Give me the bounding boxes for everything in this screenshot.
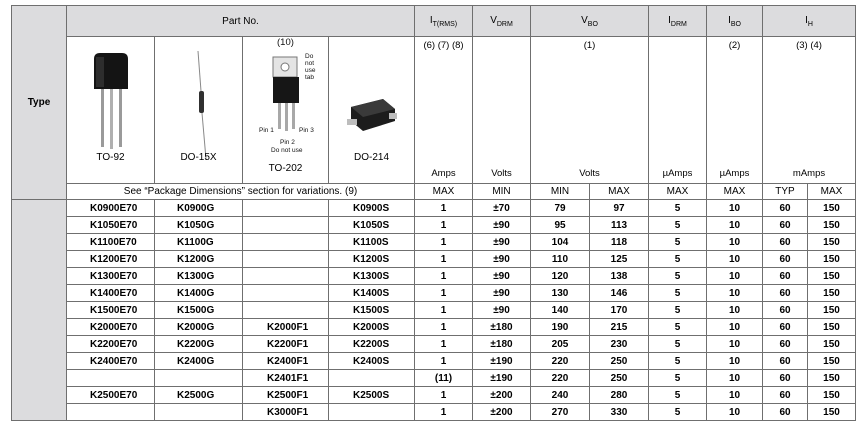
param-header-ih: $I_H$ xyxy=(763,6,856,37)
cell-ih-typ: 60 xyxy=(763,370,808,387)
cell-ibo: 10 xyxy=(707,387,763,404)
cell-do214: K1100S xyxy=(329,234,415,251)
cell-do214: K1500S xyxy=(329,302,415,319)
cell-ih-typ: 60 xyxy=(763,387,808,404)
spec-table xyxy=(11,5,856,421)
cell-vbo-min: 205 xyxy=(531,336,590,353)
cell-vdrm: ±200 xyxy=(473,387,531,404)
cell-to202 xyxy=(243,234,329,251)
cell-to202: K3000F1 xyxy=(243,404,329,421)
cell-idrm: 5 xyxy=(649,370,707,387)
type-header: Type xyxy=(12,6,67,200)
param-header-idrm: $I_{DRM}$ xyxy=(649,6,707,37)
cell-it: 1 xyxy=(415,251,473,268)
cell-do15x: K1200G xyxy=(155,251,243,268)
cell-ih-max: 150 xyxy=(808,285,856,302)
cell-vbo-min: 79 xyxy=(531,200,590,217)
cell-ih-max: 150 xyxy=(808,387,856,404)
cell-vdrm: ±90 xyxy=(473,268,531,285)
param-header-ibo: $I_{BO}$ xyxy=(707,6,763,37)
cell-vbo-min: 104 xyxy=(531,234,590,251)
table-row xyxy=(12,319,856,336)
cell-vdrm: ±190 xyxy=(473,353,531,370)
cell-vbo-min: 110 xyxy=(531,251,590,268)
cell-do15x xyxy=(155,404,243,421)
cell-vbo-max: 113 xyxy=(590,217,649,234)
param-header-vbo: $V_{BO}$ xyxy=(531,6,649,37)
cell-vbo-min: 220 xyxy=(531,370,590,387)
cell-ih-max: 150 xyxy=(808,353,856,370)
cell-ih-typ: 60 xyxy=(763,336,808,353)
cell-ibo: 10 xyxy=(707,302,763,319)
cell-to92: K1500E70 xyxy=(67,302,155,319)
table-row xyxy=(12,387,856,404)
cell-to202 xyxy=(243,268,329,285)
cell-ih-max: 150 xyxy=(808,370,856,387)
cell-ibo: 10 xyxy=(707,336,763,353)
to202-tab-note: Do not use tab xyxy=(305,53,316,81)
type-cell xyxy=(12,200,67,421)
cell-ibo: 10 xyxy=(707,268,763,285)
to202-pin1-label: Pin 1 xyxy=(259,127,274,134)
unit-vdrm: Volts xyxy=(491,168,512,179)
cell-idrm: 5 xyxy=(649,353,707,370)
cell-vdrm: ±90 xyxy=(473,302,531,319)
param-cell-ih: (3) (4) mAmps xyxy=(763,37,856,184)
limit-ih-typ: TYP xyxy=(763,184,808,200)
cell-ih-typ: 60 xyxy=(763,268,808,285)
table-row xyxy=(12,353,856,370)
table-row xyxy=(12,336,856,353)
cell-ibo: 10 xyxy=(707,285,763,302)
unit-ih: mAmps xyxy=(792,168,826,179)
cell-it: 1 xyxy=(415,234,473,251)
to92-package-icon xyxy=(86,53,136,153)
cell-to202: K2400F1 xyxy=(243,353,329,370)
cell-do214: K2200S xyxy=(329,336,415,353)
cell-to202 xyxy=(243,217,329,234)
cell-vbo-min: 95 xyxy=(531,217,590,234)
cell-vbo-min: 190 xyxy=(531,319,590,336)
cell-ih-typ: 60 xyxy=(763,251,808,268)
cell-vbo-max: 230 xyxy=(590,336,649,353)
cell-ih-max: 150 xyxy=(808,200,856,217)
unit-it: Amps xyxy=(431,168,456,179)
unit-idrm: µAmps xyxy=(662,168,693,179)
limit-idrm-max: MAX xyxy=(649,184,707,200)
cell-do15x: K1400G xyxy=(155,285,243,302)
cell-idrm: 5 xyxy=(649,387,707,404)
param-header-vdrm: $V_{DRM}$ xyxy=(473,6,531,37)
cell-vbo-max: 170 xyxy=(590,302,649,319)
to202-note: (10) xyxy=(277,37,294,48)
cell-to92 xyxy=(67,370,155,387)
package-name-to92: TO-92 xyxy=(96,152,125,163)
do15x-package-icon xyxy=(188,51,218,161)
cell-vdrm: ±90 xyxy=(473,234,531,251)
cell-to92: K1100E70 xyxy=(67,234,155,251)
cell-to92: K0900E70 xyxy=(67,200,155,217)
cell-it: 1 xyxy=(415,268,473,285)
cell-vbo-min: 240 xyxy=(531,387,590,404)
cell-to202 xyxy=(243,302,329,319)
cell-ih-typ: 60 xyxy=(763,319,808,336)
cell-vbo-min: 220 xyxy=(531,353,590,370)
cell-vbo-max: 280 xyxy=(590,387,649,404)
cell-ih-typ: 60 xyxy=(763,302,808,319)
cell-it: 1 xyxy=(415,217,473,234)
cell-ih-typ: 60 xyxy=(763,217,808,234)
unit-vbo: Volts xyxy=(579,168,600,179)
cell-ih-typ: 60 xyxy=(763,200,808,217)
cell-to92 xyxy=(67,404,155,421)
cell-vbo-max: 250 xyxy=(590,370,649,387)
limit-it-max: MAX xyxy=(415,184,473,200)
package-name-do214: DO-214 xyxy=(353,152,389,163)
cell-idrm: 5 xyxy=(649,302,707,319)
cell-vbo-min: 130 xyxy=(531,285,590,302)
cell-do15x: K0900G xyxy=(155,200,243,217)
package-cell-do15x xyxy=(155,37,243,184)
cell-do15x: K2500G xyxy=(155,387,243,404)
cell-vbo-max: 97 xyxy=(590,200,649,217)
to202-package-icon xyxy=(267,55,307,135)
cell-ibo: 10 xyxy=(707,234,763,251)
table-row xyxy=(12,302,856,319)
param-cell-vbo: (1) Volts xyxy=(531,37,649,184)
package-cell-to92 xyxy=(67,37,155,184)
to202-pin2-label: Pin 2 xyxy=(280,139,295,146)
param-cell-vdrm xyxy=(473,37,531,184)
cell-idrm: 5 xyxy=(649,336,707,353)
cell-do214: K2400S xyxy=(329,353,415,370)
cell-do15x: K1050G xyxy=(155,217,243,234)
cell-vbo-min: 140 xyxy=(531,302,590,319)
cell-to202: K2500F1 xyxy=(243,387,329,404)
to202-pin3-label: Pin 3 xyxy=(299,127,314,134)
cell-it: 1 xyxy=(415,200,473,217)
cell-ibo: 10 xyxy=(707,353,763,370)
cell-do214: K2500S xyxy=(329,387,415,404)
param-cell-idrm xyxy=(649,37,707,184)
to202-do-not-use-label: Do not use xyxy=(271,147,303,154)
cell-it: 1 xyxy=(415,387,473,404)
cell-idrm: 5 xyxy=(649,319,707,336)
cell-do214 xyxy=(329,370,415,387)
cell-do214 xyxy=(329,404,415,421)
cell-vdrm: ±180 xyxy=(473,336,531,353)
cell-ih-typ: 60 xyxy=(763,404,808,421)
cell-idrm: 5 xyxy=(649,285,707,302)
cell-ih-max: 150 xyxy=(808,251,856,268)
cell-ih-max: 150 xyxy=(808,336,856,353)
cell-vbo-max: 125 xyxy=(590,251,649,268)
cell-do214: K1200S xyxy=(329,251,415,268)
cell-vdrm: ±200 xyxy=(473,404,531,421)
cell-ih-typ: 60 xyxy=(763,353,808,370)
cell-vdrm: ±90 xyxy=(473,285,531,302)
cell-idrm: 5 xyxy=(649,404,707,421)
cell-do214: K1400S xyxy=(329,285,415,302)
cell-do15x: K1500G xyxy=(155,302,243,319)
cell-do214: K1300S xyxy=(329,268,415,285)
package-name-do15x: DO-15X xyxy=(180,152,217,163)
cell-ibo: 10 xyxy=(707,319,763,336)
unit-ibo: µAmps xyxy=(719,168,750,179)
cell-do15x: K2000G xyxy=(155,319,243,336)
cell-vbo-max: 250 xyxy=(590,353,649,370)
cell-ibo: 10 xyxy=(707,251,763,268)
cell-do214: K1050S xyxy=(329,217,415,234)
cell-vbo-min: 270 xyxy=(531,404,590,421)
cell-to92: K1200E70 xyxy=(67,251,155,268)
cell-ibo: 10 xyxy=(707,404,763,421)
table-row xyxy=(12,285,856,302)
cell-to92: K1050E70 xyxy=(67,217,155,234)
table-row xyxy=(12,370,856,387)
cell-idrm: 5 xyxy=(649,234,707,251)
cell-vbo-min: 120 xyxy=(531,268,590,285)
limit-ih-max: MAX xyxy=(808,184,856,200)
cell-to92: K2000E70 xyxy=(67,319,155,336)
limit-vdrm-min: MIN xyxy=(473,184,531,200)
cell-to92: K1300E70 xyxy=(67,268,155,285)
cell-vdrm: ±90 xyxy=(473,251,531,268)
limit-vbo-min: MIN xyxy=(531,184,590,200)
cell-it: 1 xyxy=(415,285,473,302)
variation-note: See “Package Dimensions” section for variations. (9) xyxy=(67,184,415,200)
cell-vbo-max: 118 xyxy=(590,234,649,251)
limit-vbo-max: MAX xyxy=(590,184,649,200)
cell-ih-max: 150 xyxy=(808,319,856,336)
cell-vdrm: ±70 xyxy=(473,200,531,217)
cell-to92: K2500E70 xyxy=(67,387,155,404)
cell-it: 1 xyxy=(415,319,473,336)
cell-to202: K2000F1 xyxy=(243,319,329,336)
part-no-header: Part No. xyxy=(67,6,415,37)
cell-idrm: 5 xyxy=(649,200,707,217)
cell-vdrm: ±190 xyxy=(473,370,531,387)
cell-ih-max: 150 xyxy=(808,302,856,319)
cell-do15x: K1300G xyxy=(155,268,243,285)
cell-vbo-max: 146 xyxy=(590,285,649,302)
table-row xyxy=(12,404,856,421)
cell-to202 xyxy=(243,285,329,302)
table-row xyxy=(12,200,856,217)
cell-vbo-max: 138 xyxy=(590,268,649,285)
cell-to92: K1400E70 xyxy=(67,285,155,302)
param-header-it: $I_{T(RMS)}$ xyxy=(415,6,473,37)
cell-ih-max: 150 xyxy=(808,404,856,421)
cell-idrm: 5 xyxy=(649,251,707,268)
cell-ibo: 10 xyxy=(707,370,763,387)
table-row xyxy=(12,217,856,234)
cell-to202 xyxy=(243,200,329,217)
table-row xyxy=(12,234,856,251)
cell-do15x: K1100G xyxy=(155,234,243,251)
do214-package-icon xyxy=(345,93,399,137)
cell-do15x xyxy=(155,370,243,387)
cell-to202 xyxy=(243,251,329,268)
cell-do15x: K2200G xyxy=(155,336,243,353)
cell-ih-max: 150 xyxy=(808,217,856,234)
package-cell-to202 xyxy=(243,37,329,184)
cell-do214: K2000S xyxy=(329,319,415,336)
cell-ih-max: 150 xyxy=(808,234,856,251)
cell-vdrm: ±180 xyxy=(473,319,531,336)
cell-vbo-max: 330 xyxy=(590,404,649,421)
cell-vdrm: ±90 xyxy=(473,217,531,234)
table-row xyxy=(12,268,856,285)
cell-to202: K2200F1 xyxy=(243,336,329,353)
cell-to92: K2400E70 xyxy=(67,353,155,370)
cell-ibo: 10 xyxy=(707,200,763,217)
cell-it: 1 xyxy=(415,353,473,370)
cell-to202: K2401F1 xyxy=(243,370,329,387)
cell-do15x: K2400G xyxy=(155,353,243,370)
limit-ibo-max: MAX xyxy=(707,184,763,200)
cell-it: (11) xyxy=(415,370,473,387)
param-cell-it: (6) (7) (8) Amps xyxy=(415,37,473,184)
cell-it: 1 xyxy=(415,302,473,319)
cell-ih-typ: 60 xyxy=(763,234,808,251)
cell-ih-typ: 60 xyxy=(763,285,808,302)
cell-ibo: 10 xyxy=(707,217,763,234)
table-row xyxy=(12,251,856,268)
cell-idrm: 5 xyxy=(649,268,707,285)
cell-it: 1 xyxy=(415,336,473,353)
param-cell-ibo: (2) µAmps xyxy=(707,37,763,184)
package-name-to202: TO-202 xyxy=(268,163,303,174)
cell-idrm: 5 xyxy=(649,217,707,234)
cell-to92: K2200E70 xyxy=(67,336,155,353)
cell-vbo-max: 215 xyxy=(590,319,649,336)
package-cell-do214 xyxy=(329,37,415,184)
cell-do214: K0900S xyxy=(329,200,415,217)
cell-it: 1 xyxy=(415,404,473,421)
cell-ih-max: 150 xyxy=(808,268,856,285)
